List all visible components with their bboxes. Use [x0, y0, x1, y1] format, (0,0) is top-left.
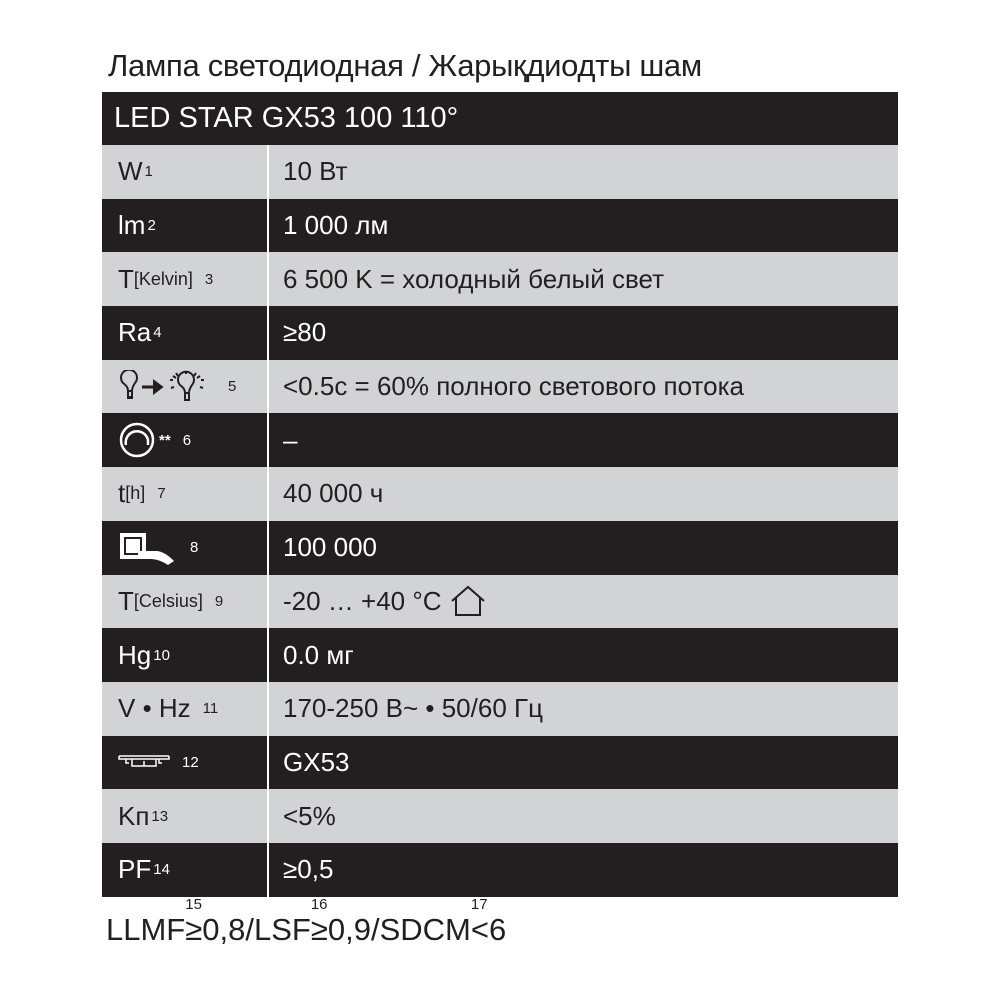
footnote-number: 8 — [190, 539, 199, 557]
param-cell — [102, 413, 267, 467]
product-name-header: LED STAR GX53 100 110° — [102, 92, 898, 145]
param-cell — [102, 306, 267, 360]
table-row — [102, 306, 898, 360]
param-label: T — [118, 585, 134, 616]
value-cell — [267, 843, 898, 897]
table-row — [102, 360, 898, 414]
param-cell — [102, 145, 267, 199]
param-label: Ra — [118, 317, 152, 348]
footer-value: ≥0,8/ — [185, 912, 254, 947]
bulb-warmup-icon — [118, 370, 216, 404]
param-label: lm — [118, 210, 146, 241]
value-cell — [267, 789, 898, 843]
param-value: <5% — [283, 800, 336, 831]
table-row — [102, 199, 898, 253]
param-value: ≥0,5 — [283, 854, 334, 885]
param-label: t — [118, 478, 126, 509]
param-label: Hg — [118, 639, 152, 670]
switch-press-icon — [118, 531, 178, 565]
value-cell — [267, 199, 898, 253]
footer-value: ≥0,9/ — [310, 912, 380, 947]
value-cell — [267, 575, 898, 629]
footer-param: LSF — [253, 912, 311, 947]
table-row — [102, 843, 898, 897]
footnote-number: 9 — [214, 592, 224, 610]
param-label: Kп — [118, 800, 150, 831]
param-label: V • Hz — [118, 693, 191, 724]
page-title: Лампа светодиодная / Жарықдиодты шам — [108, 48, 702, 83]
param-value: 170-250 В~ • 50/60 Гц — [283, 693, 543, 724]
stars-mark: ** — [159, 431, 171, 449]
param-value: -20 … +40 °C — [283, 585, 442, 616]
footnote-number: 1 — [144, 163, 153, 181]
footnote-number: 11 — [202, 700, 219, 718]
footnote-number: 15 — [185, 896, 202, 913]
value-cell — [267, 467, 898, 521]
value-cell — [267, 145, 898, 199]
param-subscript: [Celsius] — [133, 590, 203, 611]
param-value: 6 500 K = холодный белый свет — [283, 263, 664, 294]
param-cell — [102, 199, 267, 253]
param-cell — [102, 843, 267, 897]
value-cell — [267, 413, 898, 467]
footnote-number: 7 — [157, 485, 166, 503]
value-cell — [267, 306, 898, 360]
table-row — [102, 628, 898, 682]
value-cell — [267, 252, 898, 306]
param-value: – — [283, 424, 298, 455]
param-value: 40 000 ч — [283, 478, 384, 509]
footer-specs — [106, 896, 507, 948]
table-row — [102, 413, 898, 467]
spec-table — [102, 92, 898, 897]
param-cell — [102, 736, 267, 790]
table-row — [102, 575, 898, 629]
house-icon — [450, 585, 486, 617]
dimmer-icon — [118, 421, 156, 459]
table-row — [102, 145, 898, 199]
param-cell — [102, 789, 267, 843]
param-value: 100 000 — [283, 532, 377, 563]
param-label: T — [118, 263, 134, 294]
footnote-number: 2 — [147, 217, 156, 235]
param-label: W — [118, 156, 143, 187]
table-row — [102, 682, 898, 736]
param-cell — [102, 467, 267, 521]
table-row — [102, 789, 898, 843]
footnote-number: 5 — [228, 378, 237, 396]
param-subscript: [Kelvin] — [133, 268, 193, 289]
footnote-number: 16 — [310, 896, 328, 913]
footnote-number: 10 — [153, 646, 170, 664]
param-value: GX53 — [283, 746, 350, 777]
param-cell — [102, 682, 267, 736]
footer-param: SDCM — [379, 912, 471, 947]
param-value: <0.5c = 60% полного светового потока — [283, 371, 744, 402]
footnote-number: 12 — [182, 753, 199, 771]
value-cell — [267, 682, 898, 736]
value-cell — [267, 360, 898, 414]
footnote-number: 17 — [470, 896, 488, 913]
footer-value: <6 — [470, 912, 507, 947]
table-row — [102, 252, 898, 306]
param-cell — [102, 575, 267, 629]
footnote-number: 13 — [151, 807, 169, 825]
table-row — [102, 521, 898, 575]
table-row — [102, 467, 898, 521]
param-cell — [102, 628, 267, 682]
param-value: 10 Вт — [283, 156, 348, 187]
footnote-number: 6 — [182, 431, 192, 449]
value-cell — [267, 736, 898, 790]
value-cell — [267, 628, 898, 682]
value-cell — [267, 521, 898, 575]
param-cell — [102, 521, 267, 575]
footnote-number: 3 — [204, 270, 214, 288]
footnote-number: 4 — [153, 324, 162, 342]
param-value: ≥80 — [283, 317, 327, 348]
param-cell — [102, 360, 267, 414]
param-label: PF — [118, 854, 152, 885]
param-cell — [102, 252, 267, 306]
param-subscript: [h] — [125, 483, 146, 504]
footnote-number: 14 — [153, 861, 170, 879]
lamp-base-icon — [118, 752, 170, 772]
param-value: 1 000 лм — [283, 210, 389, 241]
table-row — [102, 736, 898, 790]
footer-param: LLMF — [106, 912, 186, 947]
param-value: 0.0 мг — [283, 639, 354, 670]
